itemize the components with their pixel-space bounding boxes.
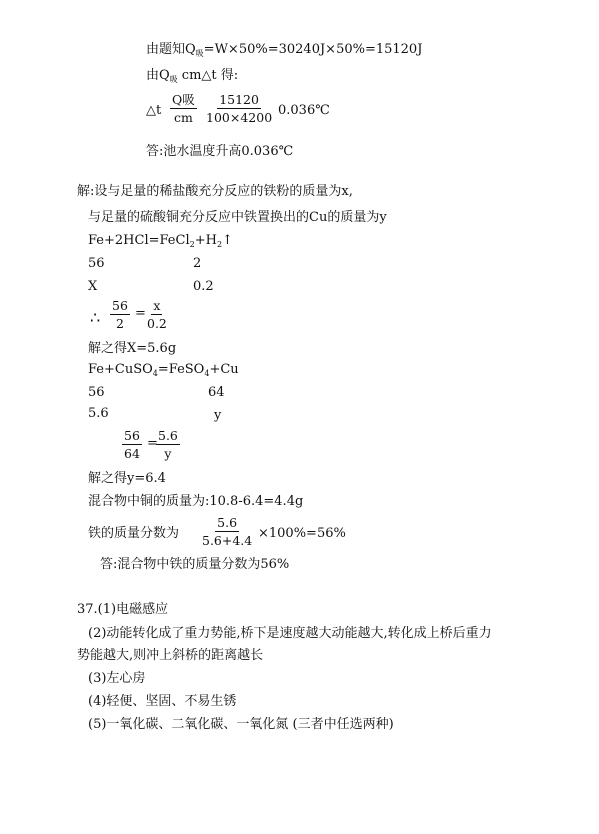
ratio-row-1a: 56 (88, 256, 105, 271)
solve-y-line: 解之得y=6.4 (88, 471, 166, 486)
ratio-row-1b: 2 (193, 256, 202, 271)
therefore-symbol: ∴ (90, 308, 101, 327)
proportion-2-left: $\frac{56}{64}$ (124, 428, 140, 461)
iron-fraction-result: ×100%=56% (258, 526, 346, 541)
ratio-row-2a: X (88, 279, 98, 294)
ratio-row-3b: 64 (208, 385, 225, 400)
proportion-2-right: $\frac{5.6}{y}$ (158, 428, 178, 461)
proportion-1-right: $\frac{x}{0.2}$ (147, 298, 167, 331)
q37-item-5: (5)一氧化碳、二氧化碳、一氧化氮 (三者中任选两种) (88, 717, 394, 732)
q37-item-3: (3)左心房 (88, 671, 146, 686)
proportion-2-equals: = (147, 436, 158, 451)
solution-setup-line-2: 与足量的硫酸铜充分反应中铁置换出的Cu的质量为y (88, 210, 387, 225)
solution-setup-line-1: 解:设与足量的稀盐酸充分反应的铁粉的质量为x, (77, 184, 353, 199)
copper-mass-line: 混合物中铜的质量为:10.8-6.4=4.4g (88, 494, 304, 509)
heat-fraction-symbolic: Q吸 cm (172, 92, 195, 125)
heat-absorbed-line: 由题知$Q_吸=W\times 50\%=30240J\times 50\%=15120J$ (146, 42, 423, 58)
heat-result: 0.036℃ (278, 103, 330, 118)
ratio-row-2b: 0.2 (193, 279, 214, 294)
ratio-row-4a: 5.6 (88, 406, 109, 421)
heat-answer: 答:池水温度升高0.036℃ (146, 144, 294, 159)
iron-fraction-label: 铁的质量分数为 (88, 526, 180, 541)
iron-fraction: $\frac{5.6}{5.6+4.4}$ (202, 515, 253, 548)
reaction-equation-1: $Fe+2HCl=FeCl_2+H_2↑$ (88, 233, 233, 249)
heat-formula-line: 由$Q_吸$ cm△t 得: (146, 68, 239, 84)
heat-fraction-numeric: $\frac{15120}{100\times 4200}$ (206, 92, 273, 125)
proportion-1-equals: = (135, 306, 146, 321)
q37-item-2-line-2: 势能越大,则冲上斜桥的距离越长 (77, 648, 264, 663)
q37-item-2-line-1: (2)动能转化成了重力势能,桥下是速度越大动能越大,转化成上桥后重力 (88, 626, 492, 641)
solution-answer: 答:混合物中铁的质量分数为56% (100, 557, 290, 572)
ratio-row-3a: 56 (88, 385, 105, 400)
ratio-row-4b: y (214, 408, 222, 423)
delta-t-label: △t (146, 103, 162, 118)
q37-item-1: 37.(1)电磁感应 (77, 602, 169, 617)
solve-x-line: 解之得X=5.6g (88, 341, 177, 356)
q37-item-4: (4)轻便、坚固、不易生锈 (88, 694, 237, 709)
proportion-1-left: $\frac{56}{2}$ (112, 298, 128, 331)
reaction-equation-2: Fe+CuSO$_4$=FeSO$_4$+Cu (88, 362, 239, 378)
